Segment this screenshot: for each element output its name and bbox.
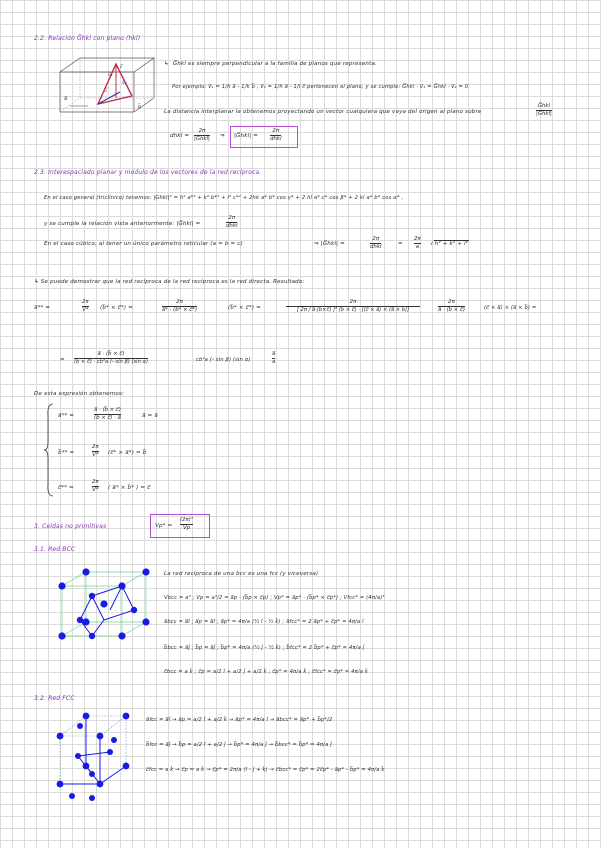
fig-label-a: a̅: [64, 96, 68, 102]
s22-bullet: ↳ G̅hkl es siempre perpendicular a la familia de planos que representa.: [164, 61, 377, 67]
section-heading-2-3: 2.3. Interespaciado planar y módulo de los vectores de la red recíproca.: [34, 169, 262, 176]
proof-big-frac: 2π [ 2π / a̅·(b̅×c̅) ]³ (b̅ × c̅) · [(c̅ × a̅) × (a̅ × b̅)]: [286, 300, 420, 314]
system-eq-b-rhs: (c̅* × a̅*) = b̅: [108, 450, 147, 456]
bcc-lattice-figure: [58, 566, 154, 642]
proof-term-1: (b̅* × c̅*) =: [100, 305, 133, 311]
implies-arrow: ⇒: [220, 133, 225, 139]
s23-cubic-eq: =: [398, 241, 403, 247]
s23-cubic-result: ⇒ |G̅hkl| =: [314, 241, 345, 247]
s31-b-vectors: b̅bcc = a̅ĵ ; b̅p = a̅ĵ ; b̅p* = 4π/a (½ ĵ - ½ k̂) ; b̅fcc* = 2 b̅p* + c̅p* = 4π/a ĵ: [164, 645, 365, 651]
system-eq-b-lhs: b̅** =: [58, 450, 75, 456]
section-heading-2-2: 2.2. Relación G̅hkl con plano (hkl): [34, 35, 141, 42]
s22-unit-vector: G̅hkl |G̅hkl|: [536, 103, 552, 118]
s31-a-vectors: a̅bcc = a̅î ; a̅p = a̅î ; a̅p* = 4π/a (½ î - ½ k̂) ; a̅fcc* = 2 a̅p* + c̅p* = 4π/a î: [164, 619, 364, 625]
fcc-lattice-figure: [56, 708, 132, 802]
s23-general-case: En el caso general (triclínico) tenemos: |Ghkl|² = h² a*² + k² b*² + l² c*² + 2hk a* b* cos γ* + 2 hl a* c* cos β* + 2 kl a* b* cos α* ,: [44, 195, 404, 201]
s23-cubic-sqrt: √h² + k² + l²: [430, 241, 469, 247]
s31-intro: La red recíproca de una bcc es una fcc (y viceversa): [164, 571, 319, 577]
s32-c-chain: c̅fcc = a k̂ → c̅p = a k̂ → c̅p* = 2π/a (î - ĵ + k̂) → c̅bcc* = c̅p* = 2c̅p* - a̅p* - b̅p* = 4π/a k̂: [146, 767, 385, 773]
section-heading-3-2: 3.2. Red FCC: [34, 695, 75, 702]
proof-l2-tail-frac: a̅ a: [272, 351, 276, 366]
fig-label-g: G̅: [104, 89, 108, 94]
proof-tail-term: (c̅ × a̅) × (a̅ × b̅) =: [484, 305, 537, 311]
system-eq-a-rhs: a̅ = a̅: [142, 413, 158, 419]
s32-b-chain: b̅fcc = a̅ĵ → b̅p = a/2 î + a/2 ĵ → b̅p* = 4π/a ĵ → b̅bcc* = b̅p* = 4π/a ĵ: [146, 742, 332, 748]
proof-l2-eq: =: [60, 357, 65, 363]
proof-frac-1: 2π V*: [82, 299, 89, 314]
system-eq-b-frac: 2π V*: [92, 444, 99, 459]
s23-proof-intro: ↳ Se puede demostrar que la red recíproca de la red recíproca es la red directa. Resultado:: [34, 279, 305, 285]
unit-cell-figure: [58, 54, 158, 116]
s23-cubic-line: En el caso cúbico, al tener un único parámetro reticular (a = b = c): [44, 241, 243, 247]
dhkl-label: dhkl =: [170, 133, 190, 139]
system-eq-c-frac: 2π V*: [92, 479, 99, 494]
conclude-line: De esta expresión obtenemos:: [34, 391, 125, 397]
system-eq-a-lhs: a̅** =: [58, 413, 75, 419]
s31-volumes: Vbcc = a³ ; Vp = a³/2 = a̅p · (b̅p × c̅p) ; Vp* = a̅p* · (b̅p* × c̅p*) ; Vfcc* = (4π/a)³: [164, 595, 385, 601]
proof-a-double-star: a̅** =: [34, 305, 51, 311]
section-heading-3-1: 3.1. Red BCC: [34, 546, 76, 553]
fig-label-v1: v̅₁: [108, 73, 113, 78]
s23-relation-frac: 2π dhkl: [226, 215, 238, 230]
s22-example-line: Por ejemplo: v̅₁ = 1/h a̅ - 1/k b̅ , v̅₂ = 1/h a̅ - 1/l c̅ pertenecen al plano, y se cumple: G̅hkl · v̅₁ = G̅hkl · v̅₂ = 0: [172, 84, 469, 90]
s23-relation-line: y se cumple la relación vista anteriormente: |G̅hkl| =: [44, 221, 201, 227]
boxed-fraction: 2π dhkl: [270, 128, 282, 143]
s32-a-chain: a̅fcc = a̅î → a̅p = a/2 î + a/2 k̂ → a̅p* = 4π/a î → a̅bcc* = a̅p* + b̅p*/2: [146, 717, 333, 723]
boxed-vp-lhs: Vp* =: [155, 523, 173, 529]
proof-tail-frac: 2π a̅ · (b̅ × c̅): [438, 299, 465, 314]
s23-cubic-frac1: 2π dhkl: [370, 236, 382, 251]
proof-frac-2: 2π a̅* · (b̅* × c̅*): [162, 299, 198, 314]
system-eq-c-rhs: ( a̅* × b̅* ) = c̅: [108, 485, 151, 491]
proof-l2-frac: a̅ · (b̅ × c̅) (b̅ × c̅) · cb²a (- sin β) (sin α): [74, 351, 148, 366]
boxed-vp-frac: (2π)³ Vp: [180, 517, 194, 532]
proof-l2-tail: cb²a (- sin β) (sin α): [196, 357, 251, 363]
s22-distance-line: La distancia interplanar la obtenemos proyectando un vector cualquiera que vaya del origen al plano sobre: [164, 109, 482, 115]
dhkl-fraction: 2π |G̅hkl|: [194, 128, 210, 143]
system-eq-a-frac: a̅ · (b̅ × c̅) (b̅ × c̅) · a̅: [94, 407, 121, 422]
proof-term-2: (b̅* × c̅*) =: [228, 305, 261, 311]
s23-cubic-frac2: 2π a: [414, 236, 421, 251]
boxed-lhs: |G̅hkl| =: [234, 133, 259, 139]
section-heading-3: 3. Celdas no primitivas: [34, 523, 107, 530]
system-eq-c-lhs: c̅** =: [58, 485, 74, 491]
s31-c-vectors: c̅bcc = a k̂ ; c̅p = a/2 î + a/2 ĵ + a/2 k̂ ; c̅p* = 4π/a k̂ ; c̅fcc* = c̅p* = 4π/a k̂: [164, 669, 368, 675]
fig-label-b: b̅: [138, 105, 141, 110]
fig-label-c: c̅: [120, 65, 123, 70]
fig-label-v2: v̅₂: [122, 81, 127, 86]
system-brace: [44, 402, 54, 498]
